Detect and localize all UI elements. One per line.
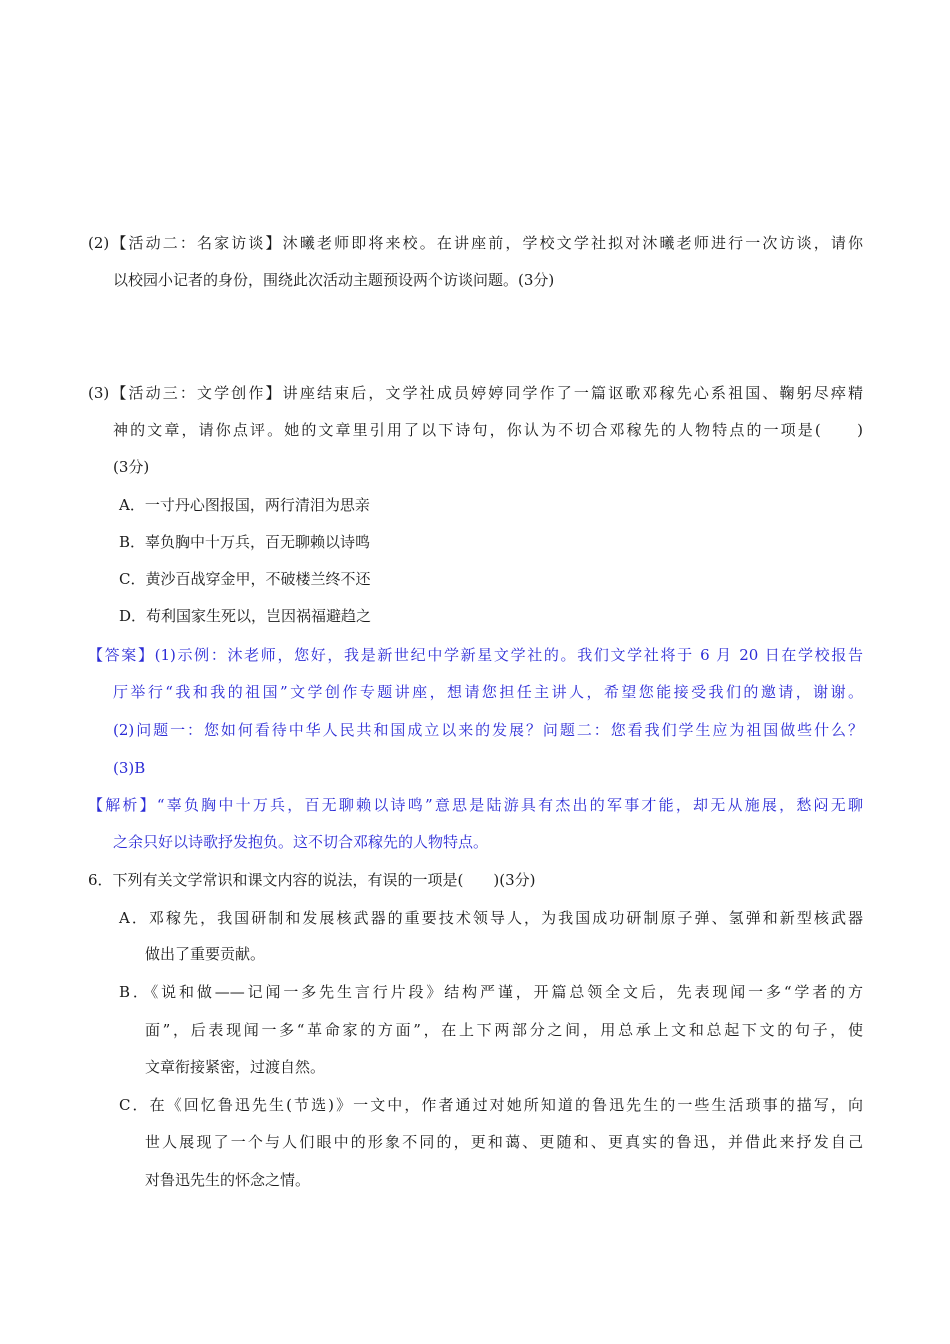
q6-option-c-line1: C．在《回忆鲁迅先生(节选)》一文中，作者通过对她所知道的鲁迅先生的一些生活琐事的描写，向	[119, 1096, 863, 1114]
option-a: A．一寸丹心图报国，两行清泪为思亲	[119, 496, 370, 514]
q6-option-b-line1: B．《说和做——记闻一多先生言行片段》结构严谨，开篇总领全文后，先表现闻一多“学者的方	[119, 983, 863, 1001]
answer-text1: (1)示例：沐老师，您好，我是新世纪中学新星文学社的。我们文学社将于 6 月 20 日在学校报告	[154, 646, 863, 664]
answer-line2: 厅举行“我和我的祖国”文学创作专题讲座，想请您担任主讲人，希望您能接受我们的邀请，谢谢。	[113, 683, 863, 701]
activity2-line1: (2)【活动二：名家访谈】沐曦老师即将来校。在讲座前，学校文学社拟对沐曦老师进行一次访谈，请你	[88, 234, 863, 252]
activity3-line1: (3)【活动三：文学创作】讲座结束后，文学社成员婷婷同学作了一篇讴歌邓稼先心系祖国、鞠躬尽瘁精	[88, 384, 863, 402]
answer-line1	[88, 645, 863, 665]
activity3-line3: (3分)	[113, 458, 150, 476]
option-d: D．苟利国家生死以，岂因祸福避趋之	[119, 607, 372, 625]
q6-option-c-line3: 对鲁迅先生的怀念之情。	[145, 1171, 311, 1189]
analysis-tag: 【解析】	[88, 796, 157, 814]
q6-option-c-line2: 世人展现了一个与人们眼中的形象不同的，更和蔼、更随和、更真实的鲁迅，并借此来抒发自己	[145, 1133, 863, 1151]
analysis-text1: “辜负胸中十万兵，百无聊赖以诗鸣”意思是陆游具有杰出的军事才能，却无从施展，愁闷无聊	[156, 796, 863, 814]
analysis-line2: 之余只好以诗歌抒发抱负。这不切合邓稼先的人物特点。	[113, 833, 489, 851]
q6-option-a-line2: 做出了重要贡献。	[145, 945, 266, 963]
q6-option-a-line1: A．邓稼先，我国研制和发展核武器的重要技术领导人，为我国成功研制原子弹、氢弹和新型核武器	[119, 909, 863, 927]
activity2-line2: 以校园小记者的身份，围绕此次活动主题预设两个访谈问题。(3分)	[113, 271, 555, 289]
answer-line4: (3)B	[113, 759, 146, 777]
analysis-line1	[88, 795, 863, 815]
option-c: C．黄沙百战穿金甲，不破楼兰终不还	[119, 570, 371, 588]
answer-line3: (2)问题一：您如何看待中华人民共和国成立以来的发展？问题二：您看我们学生应为祖国做些什么？	[113, 721, 863, 739]
answer-tag: 【答案】	[88, 646, 155, 664]
q6-stem: 6．下列有关文学常识和课文内容的说法，有误的一项是( )(3分)	[88, 871, 536, 889]
q6-option-b-line2: 面”，后表现闻一多“革命家的方面”，在上下两部分之间，用总承上文和总起下文的句子，使	[145, 1021, 863, 1039]
activity3-line2: 神的文章，请你点评。她的文章里引用了以下诗句，你认为不切合邓稼先的人物特点的一项是( )	[113, 421, 863, 439]
q6-option-b-line3: 文章衔接紧密，过渡自然。	[145, 1058, 326, 1076]
option-b: B．辜负胸中十万兵，百无聊赖以诗鸣	[119, 533, 371, 551]
